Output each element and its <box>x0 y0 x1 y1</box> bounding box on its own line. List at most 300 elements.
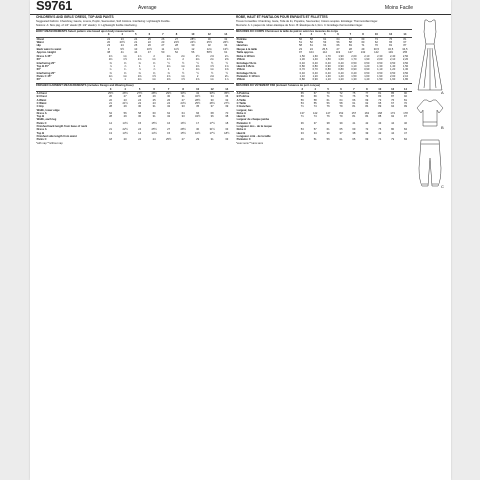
table-cell: 12 <box>191 47 195 51</box>
row-label: Top B <box>36 115 45 119</box>
table-cell: 89 <box>378 105 382 109</box>
table-cell: 53 <box>323 40 327 44</box>
table-cell: 1,90 <box>364 58 370 62</box>
row-label: A Poitrine <box>236 92 250 96</box>
table-cell: 20½ <box>119 40 125 44</box>
table-cell: ¾ <box>109 68 112 72</box>
row-label: Dress A 45" <box>36 55 52 59</box>
table-cell: 26 <box>147 44 151 48</box>
table-cell: 0,80 <box>312 65 318 69</box>
table-cell: 0,90 <box>325 65 331 69</box>
table-cell: 34 <box>313 131 317 135</box>
table-cell: 72 <box>365 128 369 132</box>
table-cell: 29½ <box>166 92 172 96</box>
table-cell: 1,30 <box>402 68 409 72</box>
table-cell: 173 <box>390 111 395 115</box>
table-cell: 23 <box>123 98 127 102</box>
table-cell: 2 <box>182 58 184 62</box>
table-cell: 69 <box>361 37 365 41</box>
table-cell: 81 <box>378 92 382 96</box>
row-label: Hanches <box>236 44 248 48</box>
row-label: Entoilage 51cm <box>236 61 257 65</box>
table-cell: 67 <box>391 101 395 105</box>
table-cell: 67 <box>403 40 407 44</box>
table-cell: 36 <box>225 95 229 99</box>
table-cell: 53 <box>300 128 304 132</box>
size-header-cell: 4 <box>118 88 133 92</box>
table-cell: 0,90 <box>338 65 344 69</box>
table-cell: 71 <box>361 44 365 48</box>
table-cell: 11½ <box>173 47 179 51</box>
table-cell: 1,60 <box>364 74 370 78</box>
table-cell: ⅞ <box>123 65 127 69</box>
table-cell: 31 <box>152 105 156 109</box>
table-cell: 22 <box>107 37 111 41</box>
table-cell: ⅞ <box>109 65 112 69</box>
table-cell: 72 <box>339 92 343 96</box>
table-cell: 71 <box>326 95 330 99</box>
table-cell: 30 <box>191 44 195 48</box>
table-cell: 0,80 <box>338 68 344 72</box>
table-cell: 42 <box>378 131 382 135</box>
table-cell: 56 <box>298 37 302 41</box>
table-cell: 13½ <box>223 47 229 51</box>
table-cell: 2⅛ <box>195 58 200 62</box>
table-cell: 0,90 <box>351 68 357 72</box>
table-cell: 30 <box>210 98 214 102</box>
table-cell: 0,90 <box>312 78 318 82</box>
table-cell: 1,30 <box>299 58 305 62</box>
table-cell: 66 <box>300 95 304 99</box>
table-cell: 50 <box>161 50 165 54</box>
table-cell: 30 <box>196 128 200 132</box>
table-cell: 76 <box>374 44 378 48</box>
table-cell: 0,40 <box>325 61 331 65</box>
table-cell: 65 <box>339 128 343 132</box>
table-cell: ½ <box>167 61 170 65</box>
row-label: Pants C 45" <box>36 74 52 78</box>
table-cell: 132 <box>360 50 366 54</box>
table-cell: 79 <box>339 115 343 119</box>
table-cell: 2,00 <box>351 55 357 59</box>
table-cell: 1⅞ <box>137 55 142 59</box>
row-label: Longueur dos - de la nuque <box>236 124 272 128</box>
table-cell: 0,50 <box>364 71 370 75</box>
table-cell: 23 <box>107 44 111 48</box>
table-cell: 2,10 <box>364 55 370 59</box>
table-cell: 0,40 <box>299 71 305 75</box>
table-row <box>236 138 412 141</box>
table-cell: 29 <box>123 115 127 119</box>
row-label: Taille <box>236 40 244 44</box>
table-cell: 104 <box>309 50 314 54</box>
size-header-cell: 5 <box>318 33 332 37</box>
table-cell: 34½ <box>195 115 201 119</box>
table-cell: 22 <box>138 138 142 142</box>
table-cell: 28½ <box>180 128 186 132</box>
table-cell: 44 <box>391 131 395 135</box>
table-cell: ½ <box>196 71 199 75</box>
table-cell: 58 <box>138 111 142 115</box>
table-cell: 36 <box>300 121 304 125</box>
table-cell: 163 <box>364 111 370 115</box>
size-header-cell: 14 <box>219 88 234 92</box>
table-cell: 73 <box>378 98 382 102</box>
table-cell: 30 <box>138 105 142 109</box>
table-cell: 32 <box>167 115 171 119</box>
table-cell: 51 <box>313 138 317 142</box>
table-cell: 79 <box>339 105 343 109</box>
table-cell: 69 <box>365 98 369 102</box>
row-label: Longueur côté - de la taille <box>236 134 271 138</box>
table-cell: 79 <box>365 95 369 99</box>
table-cell: 61 <box>224 50 228 54</box>
table-cell: 21 <box>134 40 138 44</box>
table-cell: 1,30 <box>325 74 331 78</box>
size-header-cell: 10 <box>185 33 201 37</box>
table-cell: 18 <box>225 121 229 125</box>
french-fabrics: Tissus Conseillés: Chambray, Gaze, Toile de lin, Popeline, Seersucker, Cotons souples. Entoilage: Thermocollant léger. <box>236 19 378 23</box>
english-finished-table <box>36 88 234 142</box>
table-cell: 32 <box>196 92 200 96</box>
table-cell: 23 <box>152 101 156 105</box>
table-cell: 31 <box>152 115 156 119</box>
table-cell: 28½ <box>190 37 196 41</box>
table-cell: 1¼ <box>123 74 127 78</box>
table-cell: 28 <box>174 44 178 48</box>
table-cell: 1,40 <box>338 74 344 78</box>
table-cell: 1 <box>182 68 184 72</box>
table-cell: 76 <box>378 128 382 132</box>
table-cell: 52 <box>309 40 313 44</box>
size-header-cell: 5 <box>322 88 335 92</box>
table-cell: 27 <box>167 128 171 132</box>
table-cell: 2⅜ <box>224 58 229 62</box>
table-cell: 37 <box>313 121 317 125</box>
table-cell: 66 <box>336 44 340 48</box>
row-label: Pants C <box>36 121 47 125</box>
size-header-cell: 8 <box>357 33 370 37</box>
french-column <box>236 16 412 146</box>
table-cell: 30 <box>207 37 211 41</box>
table-cell: 26½ <box>209 101 215 105</box>
table-cell: 24 <box>167 101 171 105</box>
dress-a-drawing <box>418 20 442 90</box>
table-cell: 21 <box>109 101 113 105</box>
table-cell: 79 <box>391 138 395 142</box>
table-cell: 152 <box>338 111 344 115</box>
row-label: Back waist to waist <box>36 47 62 51</box>
table-cell: 1 <box>138 65 141 69</box>
english-fabric-table <box>36 55 234 81</box>
table-cell: ⅜ <box>152 71 156 75</box>
size-header-cell: 10 <box>373 88 386 92</box>
row-label: Haut B <box>236 131 246 135</box>
table-cell: 1,30 <box>351 78 357 82</box>
table-cell: 155 <box>402 50 408 54</box>
table-cell: 84 <box>365 115 369 119</box>
row-label: 60" <box>36 58 41 62</box>
table-cell: 1⅜ <box>166 78 171 82</box>
table-cell: 1⅝ <box>195 78 200 82</box>
french-finished-title: MESURES DU VÊTEMENT FINI (incluant l'aisance de port conçue) <box>236 83 412 88</box>
table-cell: ½ <box>225 71 228 75</box>
table-cell: 1,90 <box>377 74 383 78</box>
top-b-drawing <box>417 100 443 126</box>
table-cell: 53 <box>300 101 304 105</box>
row-label: Entoilage 51cm <box>236 71 257 75</box>
row-label: Pantalon C 115cm <box>236 74 260 78</box>
table-cell: 62 <box>374 40 378 44</box>
size-header-cell: 4 <box>305 33 318 37</box>
size-header-cell: 6 <box>147 88 162 92</box>
french-fabric-table <box>236 55 412 81</box>
table-cell: 23 <box>298 47 302 51</box>
table-cell: 61 <box>326 98 330 102</box>
table-cell: ⅜ <box>109 61 112 65</box>
table-cell: 87 <box>403 44 407 48</box>
table-cell: 25½ <box>195 101 201 105</box>
english-body-table <box>36 33 234 54</box>
table-cell: 1,60 <box>312 55 318 59</box>
table-cell: 47 <box>404 131 408 135</box>
table-cell: 56 <box>123 111 127 115</box>
table-cell: 64 <box>339 98 343 102</box>
table-cell: 15 <box>167 131 171 135</box>
table-cell: 97 <box>404 115 408 119</box>
table-cell: 11 <box>161 47 165 51</box>
table-cell: 1⅞ <box>224 78 229 82</box>
table-cell: 0,90 <box>364 68 370 72</box>
table-cell: 66 <box>348 37 352 41</box>
english-body-title: BODY MEASUREMENTS Select pattern size based upon body measurements <box>36 29 234 34</box>
table-cell: 1½ <box>181 78 186 82</box>
table-cell: 24½ <box>180 101 186 105</box>
table-cell: ⅜ <box>123 61 127 65</box>
row-label: A Taille <box>236 98 246 102</box>
table-cell: 25 <box>147 37 151 41</box>
row-label: 60" <box>36 68 41 72</box>
size-header-cell: 5 <box>132 88 147 92</box>
table-cell: 69 <box>313 95 317 99</box>
row-label: Width, each leg <box>36 118 57 122</box>
table-cell: 1⅜ <box>108 58 113 62</box>
table-cell: 33 <box>181 105 185 109</box>
figure-label-b: B <box>441 125 444 130</box>
size-header-cell: 12 <box>205 88 220 92</box>
table-cell: 76 <box>326 115 330 119</box>
row-label: Top B <box>36 131 45 135</box>
row-label: Poitrine <box>236 37 247 41</box>
row-label: 60" <box>36 78 41 82</box>
table-cell: 1⅜ <box>195 65 200 69</box>
row-label: Robe A <box>236 128 246 132</box>
table-cell: 61 <box>309 44 313 48</box>
table-cell: 70 <box>225 111 229 115</box>
table-cell: 2½ <box>195 55 200 59</box>
table-cell: 84 <box>404 128 408 132</box>
table-cell: 38 <box>352 131 356 135</box>
table-cell: 56 <box>326 138 330 142</box>
table-cell: 32½ <box>195 95 201 99</box>
table-cell: 2,40 <box>390 55 396 59</box>
table-cell: 15½ <box>180 131 186 135</box>
table-cell: 30 <box>138 115 142 119</box>
table-cell: 27½ <box>224 101 230 105</box>
table-cell: 1⅛ <box>137 78 142 82</box>
table-cell: 25 <box>152 98 156 102</box>
table-cell: ⅞ <box>152 68 156 72</box>
row-label: C Taille <box>236 101 246 105</box>
table-cell: 21½ <box>122 101 128 105</box>
header-bar <box>30 0 451 15</box>
table-cell: 23 <box>161 40 165 44</box>
table-cell: 29 <box>361 47 365 51</box>
table-cell: 1,50 <box>377 78 383 82</box>
row-label: A Chest <box>36 92 47 96</box>
table-cell: 178 <box>403 111 408 115</box>
table-cell: 22½ <box>122 128 128 132</box>
size-header-cell: 10 <box>190 88 205 92</box>
table-cell: 0,40 <box>312 71 318 75</box>
row-label: Pantalon C <box>236 121 251 125</box>
table-cell: 66 <box>196 111 200 115</box>
table-cell: 2¼ <box>181 55 186 59</box>
table-cell: 25,5 <box>322 47 328 51</box>
table-cell: 27 <box>174 37 178 41</box>
table-cell: 112 <box>322 50 327 54</box>
size-header-cell: 4 <box>114 33 130 37</box>
pattern-number: S9761 <box>36 0 73 13</box>
table-cell: 1,20 <box>338 78 344 82</box>
table-cell: 24 <box>138 128 142 132</box>
table-cell: 20 <box>107 40 111 44</box>
table-cell: 56 <box>191 50 195 54</box>
table-cell: 24½ <box>190 40 196 44</box>
table-cell: 0,70 <box>299 68 305 72</box>
size-header-cell: 12 <box>386 88 399 92</box>
table-cell: 142 <box>312 111 318 115</box>
table-cell: 13½ <box>122 131 128 135</box>
table-cell: 24 <box>152 138 156 142</box>
row-label: B Chest <box>36 95 47 99</box>
table-cell: 76 <box>352 95 356 99</box>
table-cell: 39 <box>339 121 343 125</box>
table-cell: 2¼ <box>224 74 229 78</box>
table-cell: 20 <box>123 138 127 142</box>
row-label: Waist <box>36 40 44 44</box>
table-cell: 65 <box>300 92 304 96</box>
table-cell: 2⅝ <box>210 55 215 59</box>
table-cell: 29 <box>196 138 200 142</box>
table-cell: 58 <box>298 44 302 48</box>
row-label: Taille approx. <box>236 50 254 54</box>
table-cell: 28 <box>348 47 352 51</box>
table-cell: 23½ <box>173 40 180 44</box>
table-cell: ½ <box>182 71 185 75</box>
table-cell: 1¼ <box>152 78 156 82</box>
table-cell: 34 <box>210 95 214 99</box>
table-cell: 30½ <box>180 92 186 96</box>
table-cell: 1,70 <box>325 55 331 59</box>
table-cell: 1,50 <box>402 65 409 69</box>
table-cell: 22 <box>138 101 142 105</box>
table-cell: 80 <box>391 128 395 132</box>
table-cell: 1,50 <box>351 74 357 78</box>
table-cell: 30,5 <box>373 47 379 51</box>
english-finished-title: FINISHED GARMENT MEASUREMENTS (includes Design and Wearing Ease) <box>36 83 234 88</box>
table-cell: 26 <box>109 95 113 99</box>
table-cell: 149 <box>388 50 393 54</box>
pattern-sheet <box>30 0 451 480</box>
table-cell: 1 <box>153 65 155 69</box>
table-cell: 0,50 <box>377 61 383 65</box>
table-cell: 1⅝ <box>108 55 113 59</box>
table-cell: 38 <box>107 50 111 54</box>
table-cell: 0,40 <box>338 61 344 65</box>
english-notions: Notions: A: Size pkg. of 1/4" elastic (B: 1/2" elastic). C: Lightweight fusible interfacing. <box>36 23 138 27</box>
table-cell: 1¾ <box>152 58 156 62</box>
table-cell: 0,40 <box>325 71 331 75</box>
table-cell: 33 <box>300 131 304 135</box>
table-cell: 25½ <box>151 128 157 132</box>
pants-c-drawing <box>419 140 441 186</box>
table-cell: 34 <box>224 44 228 48</box>
table-cell: 42 <box>365 121 369 125</box>
size-header-cell: 3 <box>103 33 114 37</box>
size-header-cell: 12 <box>201 33 217 37</box>
size-header-cell: 3 <box>296 88 309 92</box>
table-cell: 0,40 <box>338 71 344 75</box>
table-cell: 10 <box>134 47 138 51</box>
row-label: C Hip <box>36 105 44 109</box>
table-row <box>236 51 412 54</box>
table-cell: 65 <box>378 101 382 105</box>
table-cell: 74 <box>378 138 382 142</box>
table-cell: 70 <box>326 92 330 96</box>
table-cell: 2¼ <box>210 58 215 62</box>
table-cell: 13 <box>109 131 113 135</box>
table-cell: 33 <box>225 128 229 132</box>
table-cell: 43 <box>378 121 382 125</box>
english-footnote: *with nap **without nap <box>36 142 63 146</box>
table-cell: 84 <box>365 105 369 109</box>
table-cell: 1,20 <box>364 65 370 69</box>
row-label: Largeur de chaque jambe <box>236 118 270 122</box>
garment-illustrations <box>414 18 446 203</box>
table-cell: 67 <box>313 92 317 96</box>
table-row <box>36 78 234 81</box>
table-cell: 26 <box>161 37 165 41</box>
table-cell: 1,10 <box>325 78 331 82</box>
table-cell: 27 <box>336 47 340 51</box>
table-cell: 62 <box>365 101 369 105</box>
table-cell: 25 <box>134 44 138 48</box>
table-cell: 73 <box>374 37 378 41</box>
table-cell: 60 <box>152 111 156 115</box>
table-cell: 32 <box>167 105 171 109</box>
table-cell: 34,5 <box>402 47 408 51</box>
table-cell: 84 <box>404 138 408 142</box>
table-cell: 2,10 <box>390 58 396 62</box>
table-cell: ⅜ <box>123 71 127 75</box>
row-label: Chest <box>36 37 45 41</box>
table-cell: 1 <box>124 78 126 82</box>
table-cell: 14½ <box>122 121 128 125</box>
table-cell: 1⅝ <box>137 58 142 62</box>
table-cell: 1⅜ <box>137 74 142 78</box>
table-cell: 22 <box>109 98 113 102</box>
